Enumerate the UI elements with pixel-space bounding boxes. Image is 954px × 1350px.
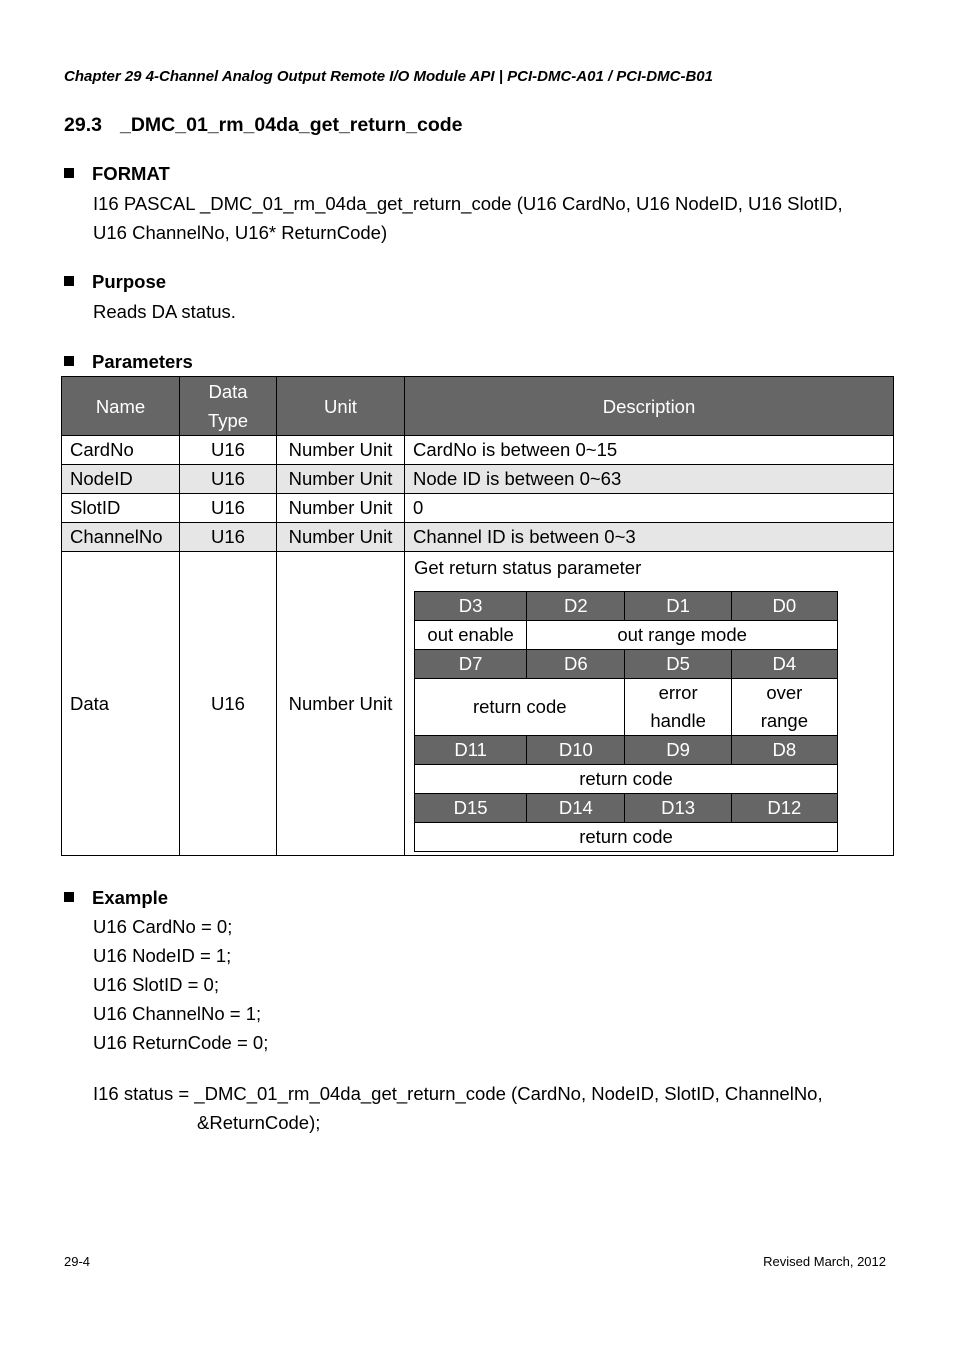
param-name: NodeID [62,465,180,494]
bit-value-return-code: return code [415,823,838,852]
param-type: U16 [180,465,277,494]
example-code-line: U16 ChannelNo = 1; [93,1003,262,1024]
bit-value-out-range-mode: out range mode [527,621,838,650]
parameters-table [61,376,894,856]
param-unit: Number Unit [277,436,405,465]
bit-value-out-enable: out enable [415,621,527,650]
purpose-heading-label: Purpose [92,271,167,292]
data-description-title: Get return status parameter [414,557,642,578]
bit-label: D7 [415,650,527,679]
param-unit: Number Unit [277,465,405,494]
table-header-row [62,377,894,436]
bit-label: D10 [527,736,625,765]
bit-value-row [415,823,838,852]
bit-header-row [415,736,838,765]
table-row [62,436,894,465]
param-name: CardNo [62,436,180,465]
example-heading-label: Example [92,887,169,908]
section-title [64,114,463,137]
bit-label: D8 [731,736,837,765]
param-type: U16 [180,552,277,856]
bullet-square-icon [64,168,74,178]
bit-label: D13 [625,794,731,823]
bit-label: D11 [415,736,527,765]
table-row [62,523,894,552]
bit-label: D2 [527,592,625,621]
column-header-unit: Unit [277,377,405,436]
return-code-bit-table [414,591,838,852]
bit-value-line: handle [650,710,706,731]
format-heading [64,163,170,185]
bit-value-line: range [760,710,809,731]
param-type: U16 [180,523,277,552]
section-number: 29.3 [64,114,102,136]
example-heading [64,887,168,909]
example-code-line: U16 ReturnCode = 0; [93,1032,269,1053]
column-header-data-type-line: Data [208,381,248,402]
param-type: U16 [180,436,277,465]
param-name: Data [62,552,180,856]
example-call-line: I16 status = _DMC_01_rm_04da_get_return_code (CardNo, NodeID, SlotID, ChannelNo, [93,1083,823,1104]
param-description: Channel ID is between 0~3 [405,523,894,552]
format-signature-line: I16 PASCAL _DMC_01_rm_04da_get_return_code (U16 CardNo, U16 NodeID, U16 SlotID, [93,193,843,214]
revision-date: Revised March, 2012 [763,1254,886,1269]
example-code [93,912,268,1057]
page-number: 29-4 [64,1254,91,1269]
bit-label: D3 [415,592,527,621]
example-code-line: U16 SlotID = 0; [93,974,219,995]
param-description: CardNo is between 0~15 [405,436,894,465]
bit-label: D6 [527,650,625,679]
bit-label: D0 [731,592,837,621]
bit-header-row [415,794,838,823]
bit-label: D14 [527,794,625,823]
chapter-header: Chapter 29 4-Channel Analog Output Remote I/O Module API | PCI-DMC-A01 / PCI-DMC-B01 [64,68,713,85]
example-code-line: U16 CardNo = 0; [93,916,233,937]
bit-value-line: error [658,682,698,703]
param-unit: Number Unit [277,552,405,856]
bit-value-over-range [731,679,837,736]
bit-value-return-code: return code [415,679,625,736]
table-row [62,465,894,494]
bit-header-row [415,650,838,679]
table-row [62,494,894,523]
purpose-heading [64,271,166,293]
bullet-square-icon [64,276,74,286]
example-call [93,1079,823,1137]
bit-label: D4 [731,650,837,679]
bit-label: D15 [415,794,527,823]
bit-label: D1 [625,592,731,621]
example-call-line: &ReturnCode); [197,1112,321,1133]
column-header-name: Name [62,377,180,436]
bit-value-error-handle [625,679,731,736]
param-unit: Number Unit [277,523,405,552]
param-description-data [405,552,894,856]
param-name: SlotID [62,494,180,523]
format-signature [93,189,843,247]
bit-value-row [415,765,838,794]
column-header-data-type [180,377,277,436]
bit-value-line: over [766,682,803,703]
format-signature-line: U16 ChannelNo, U16* ReturnCode) [93,222,388,243]
bit-label: D12 [731,794,837,823]
parameters-heading-label: Parameters [92,351,193,372]
bit-label: D9 [625,736,731,765]
table-row-data [62,552,894,856]
param-name: ChannelNo [62,523,180,552]
purpose-text-line: Reads DA status. [93,301,236,322]
bit-label: D5 [625,650,731,679]
example-code-line: U16 NodeID = 1; [93,945,232,966]
parameters-heading [64,351,193,373]
column-header-description: Description [405,377,894,436]
bit-value-row [415,679,838,736]
bullet-square-icon [64,892,74,902]
bullet-square-icon [64,356,74,366]
bit-value-row [415,621,838,650]
param-unit: Number Unit [277,494,405,523]
bit-header-row [415,592,838,621]
purpose-text [93,297,236,326]
param-type: U16 [180,494,277,523]
column-header-data-type-line: Type [207,410,249,431]
section-function-name: _DMC_01_rm_04da_get_return_code [120,114,463,136]
param-description: 0 [405,494,894,523]
format-heading-label: FORMAT [92,163,170,184]
bit-value-return-code: return code [415,765,838,794]
param-description: Node ID is between 0~63 [405,465,894,494]
